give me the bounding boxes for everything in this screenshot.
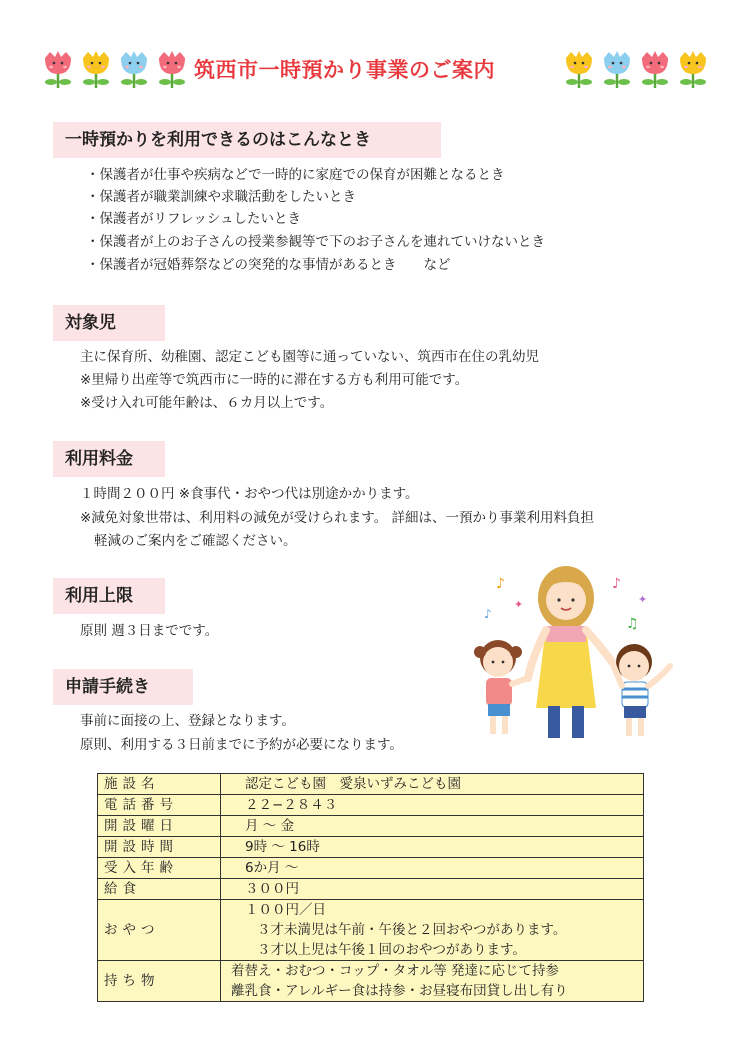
tulip-icon (562, 48, 596, 90)
list-item: ・保護者が冠婚葬祭などの突発的な事情があるとき など (86, 257, 451, 273)
text-line: ※減免対象世帯は、利用料の減免が受けられます。 詳細は、一預かり事業利用料負担 (80, 510, 595, 526)
table-key: 持ち物 (98, 961, 221, 1002)
section-heading-target: 対象児 (53, 305, 165, 341)
table-row (98, 858, 644, 879)
table-key: 開設曜日 (98, 816, 221, 837)
svg-text:♪: ♪ (484, 607, 492, 621)
table-row (98, 900, 644, 961)
list-item: ・保護者がリフレッシュしたいとき (86, 211, 302, 227)
tulip-icon (676, 48, 710, 90)
table-key: 施設名 (98, 774, 221, 795)
section-heading-limit: 利用上限 (53, 578, 165, 614)
facility-info-table (97, 773, 644, 1002)
table-key: 受入年齢 (98, 858, 221, 879)
table-value: 6か月 〜 (221, 858, 644, 879)
section-heading-apply: 申請手続き (53, 669, 193, 705)
table-key: おやつ (98, 900, 221, 961)
svg-text:✦: ✦ (514, 598, 524, 611)
text-line: 主に保育所、幼稚園、認定こども園等に通っていない、筑西市在住の乳幼児 (80, 349, 539, 365)
tulip-icon (155, 48, 189, 90)
list-item: ・保護者が上のお子さんの授業参観等で下のお子さんを連れていけないとき (86, 234, 545, 250)
table-value: ２２−２８４３ (221, 795, 644, 816)
title-row (0, 48, 748, 98)
tulip-icon (117, 48, 151, 90)
table-row (98, 795, 644, 816)
tulip-icon (41, 48, 75, 90)
table-value: 9時 〜 16時 (221, 837, 644, 858)
list-item: ・保護者が職業訓練や求職活動をしたいとき (86, 189, 356, 205)
snack-note: ３才未満児は午前・午後と２回おやつがあります。 (257, 922, 567, 938)
section-heading-fee: 利用料金 (53, 441, 165, 477)
text-line: 原則、利用する３日前までに予約が必要になります。 (80, 737, 403, 753)
table-value: ３００円 (221, 879, 644, 900)
mother-children-illustration (462, 548, 686, 748)
tulip-icon (600, 48, 634, 90)
table-key: 給食 (98, 879, 221, 900)
snack-note: ３才以上児は午後１回のおやつがあります。 (257, 942, 526, 958)
belongings-line: 着替え・おむつ・コップ・タオル等 発達に応じて持参 (231, 963, 560, 979)
table-value: 認定こども園 愛泉いずみこども園 (221, 774, 644, 795)
svg-text:♪: ♪ (612, 576, 621, 592)
text-line: １時間２００円 ※食事代・おやつ代は別途かかります。 (80, 486, 419, 502)
table-value: 月 〜 金 (221, 816, 644, 837)
text-line: ※受け入れ可能年齢は、６カ月以上です。 (80, 395, 334, 411)
table-row (98, 774, 644, 795)
snack-price: １００円／日 (245, 902, 326, 918)
text-line: ※里帰り出産等で筑西市に一時的に滞在する方も利用可能です。 (80, 372, 469, 388)
tulip-icon (638, 48, 672, 90)
table-row (98, 961, 644, 1002)
belongings-line: 離乳食・アレルギー食は持参・お昼寝布団貸し出し有り (231, 983, 568, 999)
table-row (98, 879, 644, 900)
table-value (221, 900, 644, 961)
text-line: 軽減のご案内をご確認ください。 (94, 533, 297, 549)
page-title: 筑西市一時預かり事業のご案内 (194, 58, 495, 82)
table-value (221, 961, 644, 1002)
table-key: 電話番号 (98, 795, 221, 816)
table-key: 開設時間 (98, 837, 221, 858)
text-line: 事前に面接の上、登録となります。 (80, 713, 295, 729)
svg-text:✦: ✦ (638, 593, 648, 606)
text-line: 原則 週３日までです。 (80, 623, 219, 639)
svg-text:♫: ♫ (626, 616, 639, 632)
table-row (98, 816, 644, 837)
table-row (98, 837, 644, 858)
section-heading-when: 一時預かりを利用できるのはこんなとき (53, 122, 441, 158)
tulip-icon (79, 48, 113, 90)
list-item: ・保護者が仕事や疾病などで一時的に家庭での保育が困難となるとき (86, 167, 505, 183)
svg-text:♪: ♪ (496, 576, 505, 592)
